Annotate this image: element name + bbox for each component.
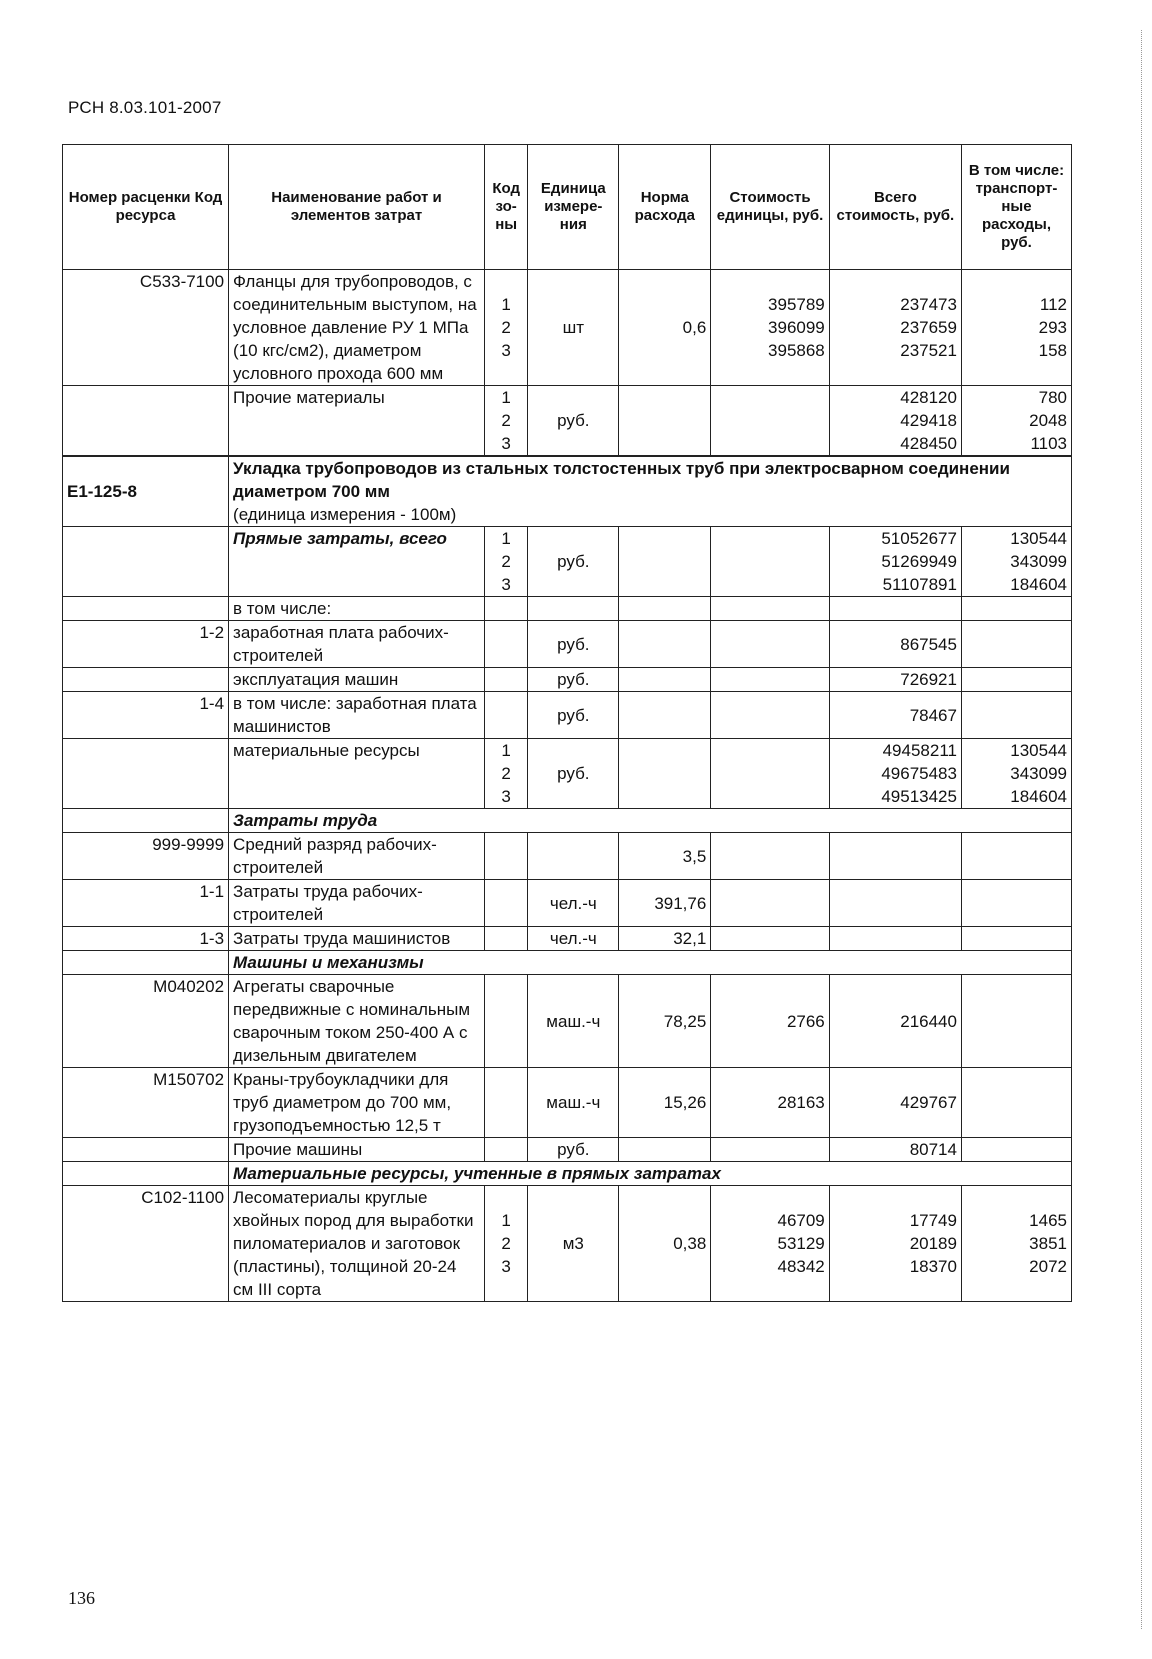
row-norm: 32,1: [619, 927, 711, 951]
row-unit-cost: 46709 53129 48342: [711, 1186, 829, 1302]
row-name: Краны-трубоукладчики для труб диаметром до 700 мм, грузоподъемностью 12,5 т: [229, 1068, 485, 1138]
table-row: [63, 597, 1072, 621]
table-row: [63, 692, 1072, 739]
row-name: материальные ресурсы: [229, 739, 485, 809]
row-unit-cost: 2766: [711, 975, 829, 1068]
table-header-row: [63, 145, 1072, 270]
row-norm: 391,76: [619, 880, 711, 927]
page-edge-divider: [1141, 30, 1142, 1629]
row-norm: 0,38: [619, 1186, 711, 1302]
row-norm: 15,26: [619, 1068, 711, 1138]
table-row: [63, 386, 1072, 457]
row-name: в том числе: заработная плата машинистов: [229, 692, 485, 739]
col-header-total: Всего стоимость, руб.: [829, 145, 961, 270]
row-code: 1-1: [63, 880, 229, 927]
row-total: 726921: [829, 668, 961, 692]
col-header-code: Номер расценки Код ресурса: [63, 145, 229, 270]
row-unit: руб.: [528, 739, 619, 809]
col-header-unit-cost: Стоимость единицы, руб.: [711, 145, 829, 270]
row-unit: руб.: [528, 1138, 619, 1162]
table-row: [63, 621, 1072, 668]
row-name: в том числе:: [229, 597, 485, 621]
row-norm: 78,25: [619, 975, 711, 1068]
document-header: РСН 8.03.101-2007: [68, 98, 222, 117]
table-row: [63, 927, 1072, 951]
row-code: М150702: [63, 1068, 229, 1138]
row-unit: руб.: [528, 668, 619, 692]
row-unit: маш.-ч: [528, 975, 619, 1068]
row-total: 216440: [829, 975, 961, 1068]
price-rates-table: [62, 144, 1072, 1302]
subsection-header-row: [63, 809, 1072, 833]
row-unit: руб.: [528, 621, 619, 668]
table-row: [63, 1068, 1072, 1138]
subsection-title: Машины и механизмы: [229, 951, 1072, 975]
row-code: 1-2: [63, 621, 229, 668]
row-total: 237473 237659 237521: [829, 270, 961, 386]
row-zones: 1 2 3: [484, 270, 527, 386]
row-code: С102-1100: [63, 1186, 229, 1302]
row-name: заработная плата рабочих-строителей: [229, 621, 485, 668]
row-total: 49458211 49675483 49513425: [829, 739, 961, 809]
table-row: [63, 975, 1072, 1068]
section-subtitle: (единица измерения - 100м): [233, 505, 457, 524]
row-unit-cost: 28163: [711, 1068, 829, 1138]
row-unit: маш.-ч: [528, 1068, 619, 1138]
row-name: Агрегаты сварочные передвижные с номинальным сварочным током 250-400 А с дизельным двигателем: [229, 975, 485, 1068]
section-header-row: [63, 456, 1072, 527]
table-row: [63, 527, 1072, 597]
col-header-zone: Код зо-ны: [484, 145, 527, 270]
row-name: Лесоматериалы круглые хвойных пород для выработки пиломатериалов и заготовок (пластины), толщиной 20-24 см III сорта: [229, 1186, 485, 1302]
row-code: [63, 527, 229, 597]
row-code: 999-9999: [63, 833, 229, 880]
row-zones: 1 2 3: [484, 1186, 527, 1302]
subsection-header-row: [63, 951, 1072, 975]
row-code: 1-4: [63, 692, 229, 739]
row-code: [63, 386, 229, 457]
table-row: [63, 668, 1072, 692]
subsection-title: Материальные ресурсы, учтенные в прямых затратах: [229, 1162, 1072, 1186]
table-row: [63, 1186, 1072, 1302]
row-transport: 130544 343099 184604: [961, 527, 1071, 597]
col-header-unit: Единица измере-ния: [528, 145, 619, 270]
row-unit: руб.: [528, 527, 619, 597]
row-unit-cost: [711, 386, 829, 457]
row-unit-cost: [711, 527, 829, 597]
row-name: Затраты труда рабочих-строителей: [229, 880, 485, 927]
row-name: Фланцы для трубопроводов, с соединительным выступом, на условное давление РУ 1 МПа (10 кгс/см2), диаметром условного прохода 600 мм: [229, 270, 485, 386]
table-row: [63, 880, 1072, 927]
subsection-header-row: [63, 1162, 1072, 1186]
row-zones: 1 2 3: [484, 739, 527, 809]
row-transport: 112 293 158: [961, 270, 1071, 386]
row-name: Средний разряд рабочих-строителей: [229, 833, 485, 880]
row-total: 428120 429418 428450: [829, 386, 961, 457]
row-total: 78467: [829, 692, 961, 739]
row-unit-cost: 395789 396099 395868: [711, 270, 829, 386]
subsection-title: Затраты труда: [229, 809, 1072, 833]
row-code: 1-3: [63, 927, 229, 951]
table-row: [63, 1138, 1072, 1162]
col-header-transport: В том числе: транспорт-ные расходы, руб.: [961, 145, 1071, 270]
row-total: 867545: [829, 621, 961, 668]
table-row: [63, 739, 1072, 809]
section-title-cell: [229, 456, 1072, 527]
row-name: Прямые затраты, всего: [229, 527, 485, 597]
row-transport: 780 2048 1103: [961, 386, 1071, 457]
row-name: эксплуатация машин: [229, 668, 485, 692]
row-unit: руб.: [528, 692, 619, 739]
row-code: М040202: [63, 975, 229, 1068]
table-row: [63, 270, 1072, 386]
row-unit: чел.-ч: [528, 880, 619, 927]
table-row: [63, 833, 1072, 880]
row-name: Затраты труда машинистов: [229, 927, 485, 951]
row-zones: 1 2 3: [484, 386, 527, 457]
row-total: 51052677 51269949 51107891: [829, 527, 961, 597]
row-name: Прочие машины: [229, 1138, 485, 1162]
row-unit: руб.: [528, 386, 619, 457]
row-total: 429767: [829, 1068, 961, 1138]
row-name: Прочие материалы: [229, 386, 485, 457]
row-norm: [619, 386, 711, 457]
row-zones: 1 2 3: [484, 527, 527, 597]
page-number: 136: [68, 1588, 95, 1608]
row-norm: 3,5: [619, 833, 711, 880]
row-total: 80714: [829, 1138, 961, 1162]
row-unit: м3: [528, 1186, 619, 1302]
row-unit: чел.-ч: [528, 927, 619, 951]
row-total: 17749 20189 18370: [829, 1186, 961, 1302]
row-unit: шт: [528, 270, 619, 386]
row-code: С533-7100: [63, 270, 229, 386]
row-norm: 0,6: [619, 270, 711, 386]
row-transport: 1465 3851 2072: [961, 1186, 1071, 1302]
section-title: Укладка трубопроводов из стальных толстостенных труб при электросварном соединении диаметром 700 мм: [233, 459, 1010, 501]
col-header-name: Наименование работ и элементов затрат: [229, 145, 485, 270]
row-norm: [619, 527, 711, 597]
col-header-norm: Норма расхода: [619, 145, 711, 270]
row-transport: 130544 343099 184604: [961, 739, 1071, 809]
section-code: Е1-125-8: [63, 456, 229, 527]
